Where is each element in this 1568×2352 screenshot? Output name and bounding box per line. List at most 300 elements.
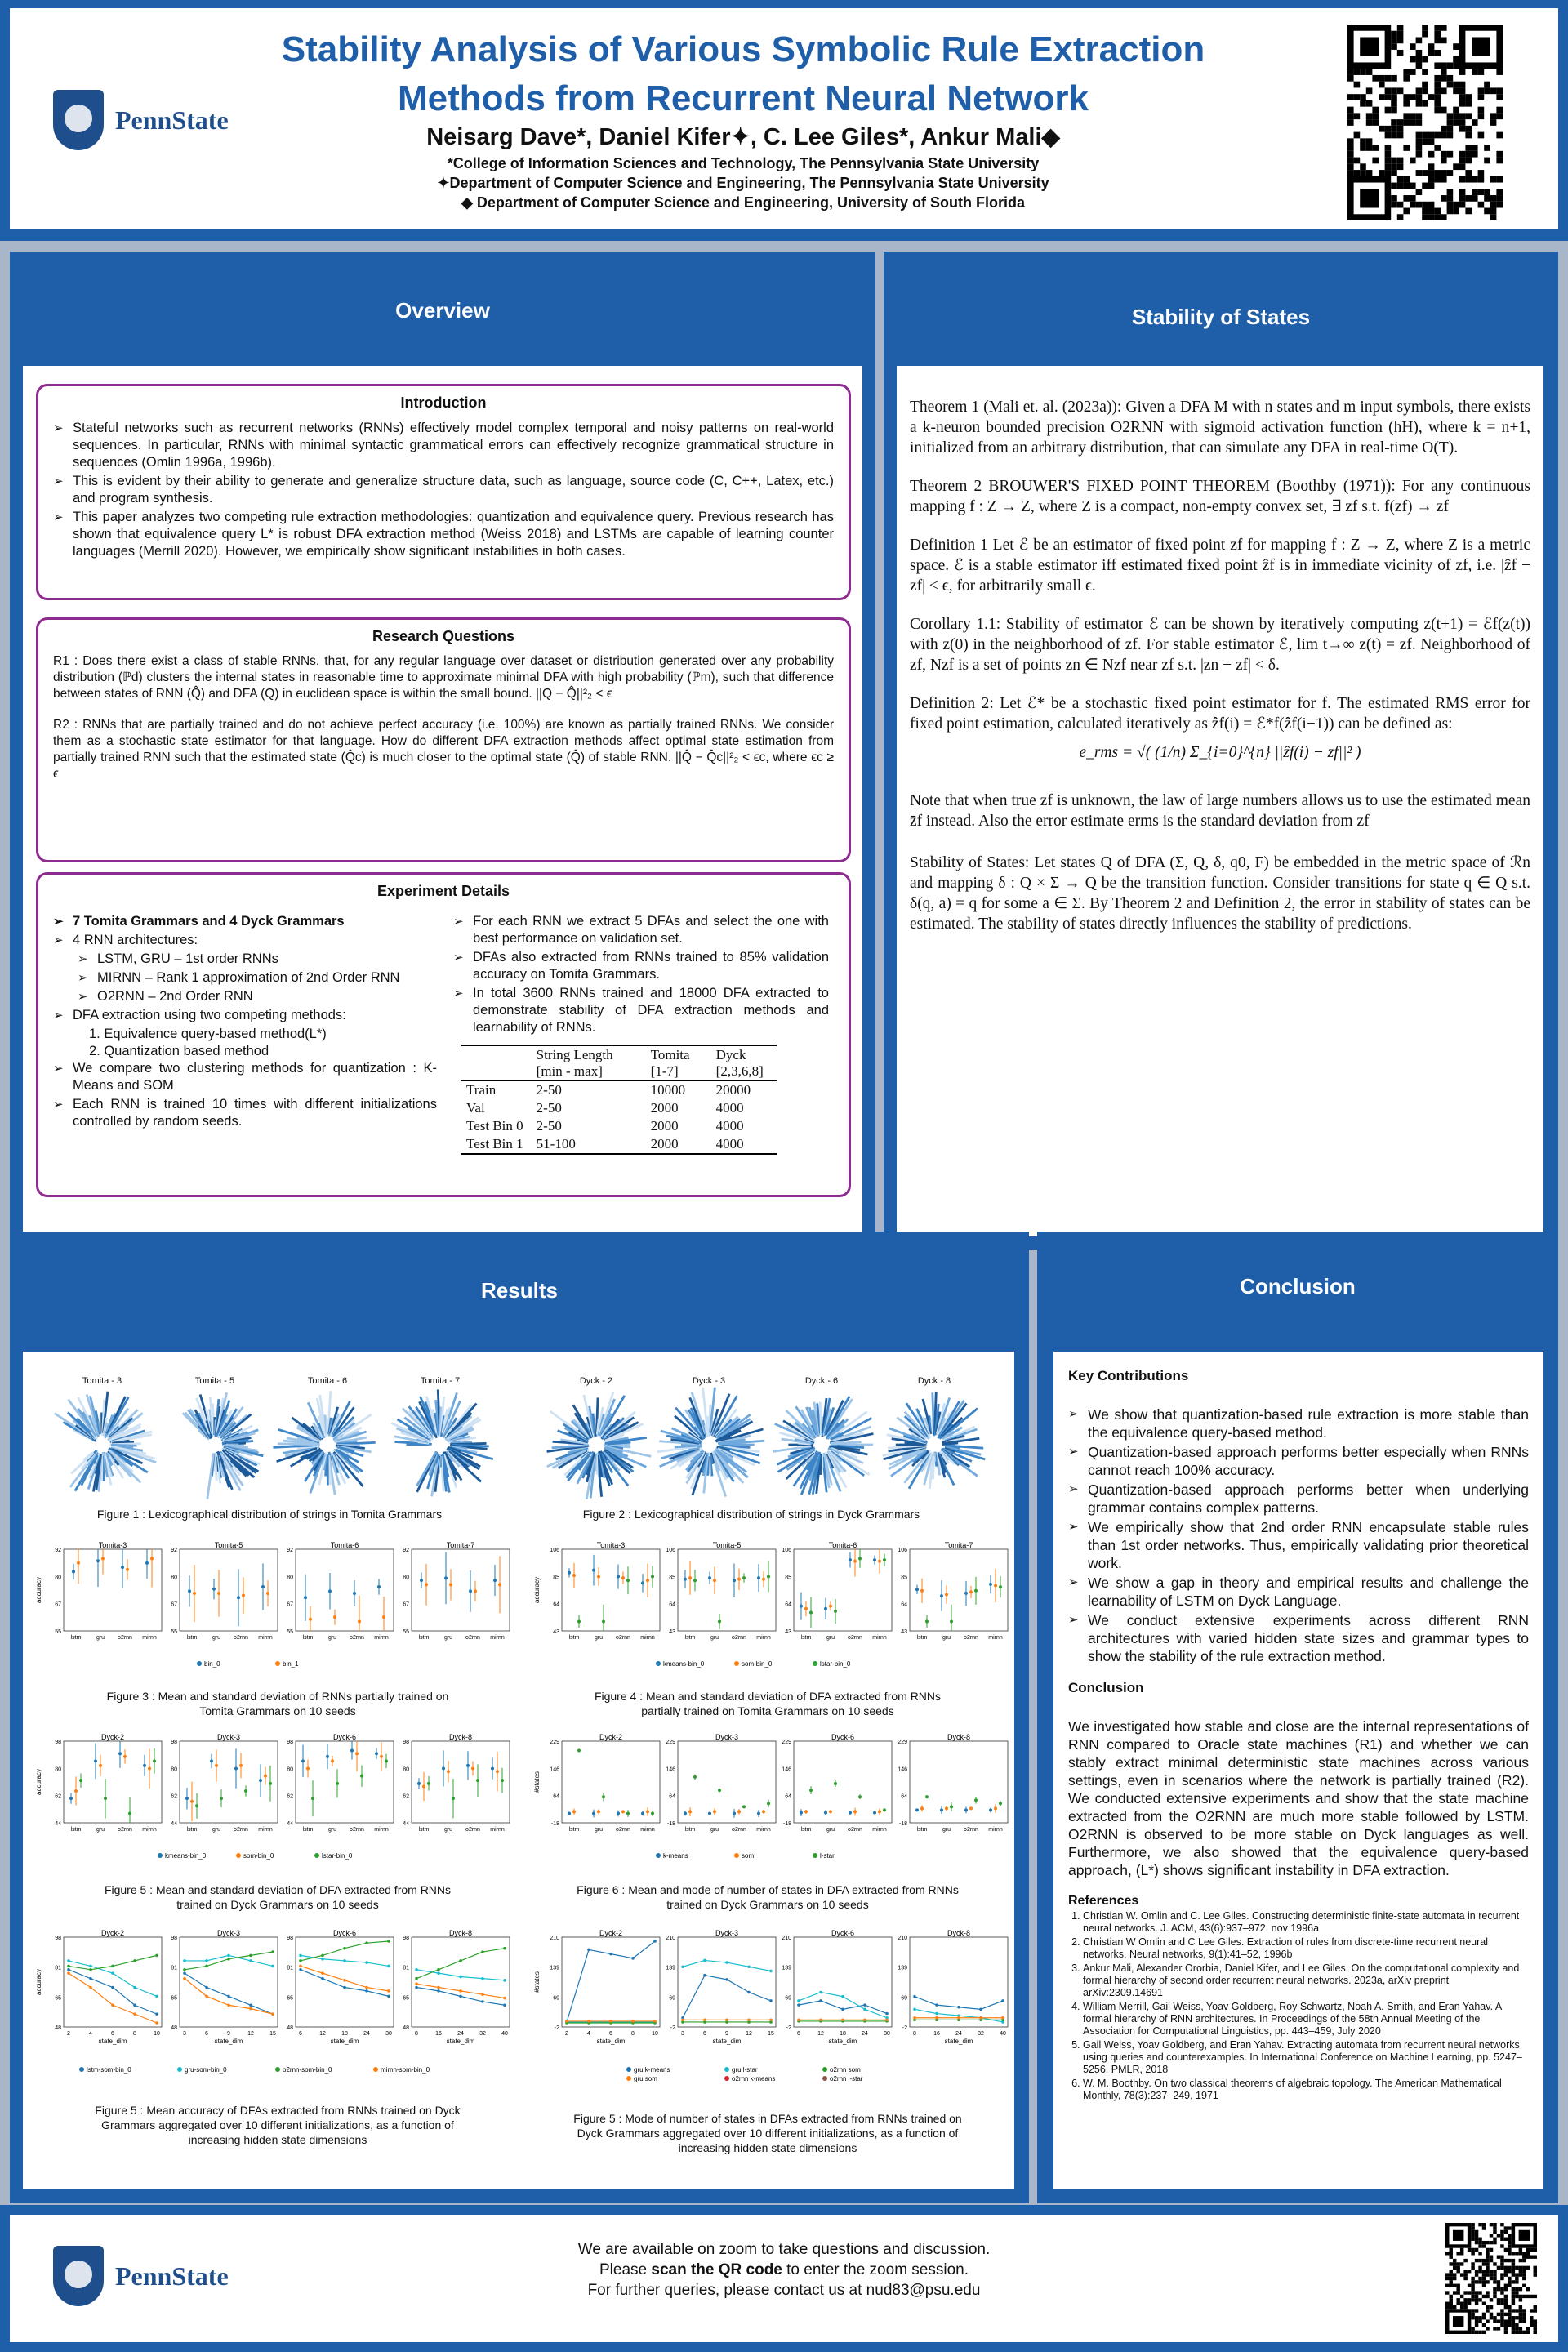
qr-module	[1493, 2238, 1496, 2241]
qr-module	[1500, 2291, 1503, 2294]
qr-module	[1471, 2230, 1474, 2234]
tick-label: lstm	[568, 1827, 580, 1833]
tick-label: 98	[403, 1936, 409, 1941]
qr-module	[1354, 82, 1361, 88]
tick-label: 81	[287, 1965, 293, 1971]
qr-module	[1416, 50, 1423, 56]
data-point	[217, 1592, 220, 1595]
qr-module	[1446, 2305, 1449, 2309]
data-point	[425, 1583, 428, 1586]
exp-item: ➢ 7 Tomita Grammars and 4 Dyck Grammars	[53, 913, 437, 930]
tick-label: mirnn	[258, 1635, 273, 1641]
qr-module	[1422, 56, 1428, 63]
figure-2-caption: Figure 2 : Lexicographical distribution of strings in Dyck Grammars	[582, 1508, 920, 1521]
tick-label: 98	[171, 1740, 177, 1745]
legend-marker	[724, 2076, 729, 2081]
qr-module	[1422, 202, 1428, 208]
qr-module	[1508, 2238, 1511, 2241]
tick-label: 24	[457, 2031, 464, 2037]
qr-module	[1534, 2248, 1537, 2252]
data-point	[188, 1589, 191, 1592]
qr-module	[1519, 2331, 1522, 2334]
tick-label: 67	[171, 1601, 177, 1608]
data-point	[878, 1810, 881, 1813]
tick-label: lstm	[418, 1827, 430, 1833]
qr-module	[1486, 2262, 1489, 2265]
tick-label: 6	[111, 2031, 114, 2037]
qr-module	[1428, 202, 1435, 208]
qr-module	[1465, 195, 1472, 202]
tick-label: 229	[550, 1740, 559, 1745]
qr-module	[1441, 126, 1447, 132]
qr-module	[1500, 2234, 1503, 2237]
tick-label: 32	[479, 2031, 486, 2037]
data-point	[466, 1764, 470, 1767]
qr-module	[1446, 2252, 1449, 2255]
qr-module	[1500, 2323, 1503, 2327]
exp-item: ➢ For each RNN we extract 5 DFAs and select the one with best performance on validation set.	[453, 913, 829, 947]
legend-marker	[314, 1853, 319, 1858]
tick-label: gru	[826, 1635, 835, 1641]
axis-label: accuracy	[35, 1576, 42, 1604]
tick-label: 139	[550, 1965, 559, 1971]
legend-marker	[813, 1661, 817, 1666]
qr-module	[1460, 2302, 1463, 2305]
qr-module	[1497, 2280, 1500, 2283]
qr-module	[1497, 2313, 1500, 2316]
qr-module	[1456, 2270, 1459, 2273]
data-point	[920, 1806, 924, 1810]
research-questions-box	[36, 617, 851, 862]
figure-7-caption: Figure 5 : Mean accuracy of DFAs extracted from RNNs trained on Dyck Grammars aggregated over 10 different initializations, as a function of increasing hidden state dimensions	[95, 2104, 461, 2146]
qr-module	[1512, 2280, 1515, 2283]
data-point	[747, 1991, 751, 1994]
qr-module	[1422, 87, 1428, 94]
qr-module	[1519, 2252, 1522, 2255]
qr-module	[1500, 2255, 1503, 2258]
qr-module	[1497, 2255, 1500, 2258]
qr-module	[1465, 158, 1472, 164]
tick-label: gru	[212, 1635, 221, 1641]
qr-module	[1410, 69, 1416, 75]
panel-frame	[562, 1741, 660, 1823]
qr-module	[1500, 2277, 1503, 2280]
panel-title: Dyck-6	[831, 1929, 855, 1937]
panel-title: Dyck-6	[332, 1733, 357, 1741]
data-point	[858, 1795, 862, 1798]
qr-module	[1348, 94, 1354, 100]
qr-module	[1493, 2295, 1496, 2298]
data-point	[915, 1808, 919, 1811]
table-cell: 2000	[650, 1100, 679, 1116]
legend-label: mirnn-som-bin_0	[381, 2066, 430, 2074]
qr-module	[1456, 2284, 1459, 2287]
series-line	[301, 1941, 389, 1961]
qr-module	[1493, 2230, 1496, 2234]
data-point	[769, 2019, 773, 2022]
data-point	[1001, 2016, 1004, 2020]
qr-module	[1519, 2298, 1522, 2301]
qr-module	[1463, 2305, 1467, 2309]
data-point	[617, 1575, 620, 1579]
qr-module	[1522, 2277, 1526, 2280]
qr-module	[1422, 170, 1428, 176]
sunburst-chart	[274, 1388, 381, 1502]
data-point	[577, 1619, 581, 1623]
data-point	[227, 2003, 230, 2007]
data-point	[621, 1810, 625, 1813]
tick-label: -2	[554, 2025, 559, 2031]
qr-module	[1447, 62, 1454, 69]
data-point	[945, 1806, 948, 1810]
data-point	[597, 1575, 600, 1579]
qr-module	[1468, 2291, 1471, 2294]
exp-item: ➢ 4 RNN architectures:	[53, 932, 437, 949]
data-point	[459, 1959, 462, 1962]
figure-7-chart	[33, 1927, 506, 2091]
qr-module	[1463, 2273, 1467, 2276]
data-point	[757, 1811, 760, 1815]
intro-item: ➢ Stateful networks such as recurrent networks (RNNs) effectively model complex temporal and noisy patterns on real-world sequences. In particular, RNNs with minimal syntactic grammatical errors can effectively recognize grammatical structure in sequences (Omlin 1996a, 1996b).	[53, 420, 834, 471]
axis-label: state_dim	[828, 2038, 858, 2045]
qr-module	[1456, 2302, 1459, 2305]
data-point	[577, 1749, 581, 1753]
qr-module	[1472, 195, 1478, 202]
tick-label: 62	[171, 1793, 177, 1800]
qr-module	[1468, 2284, 1471, 2287]
qr-module	[1468, 2248, 1471, 2252]
qr-module	[1508, 2226, 1511, 2230]
qr-module	[1422, 31, 1428, 38]
sunburst-chart	[881, 1388, 987, 1502]
legend-label: som-bin_0	[243, 1852, 274, 1860]
qr-module	[1434, 132, 1441, 139]
qr-module	[1441, 37, 1447, 43]
data-point	[950, 1619, 953, 1623]
qr-module	[1348, 75, 1354, 82]
tick-label: o2rnn	[234, 1635, 248, 1641]
qr-module	[1459, 119, 1466, 126]
qr-module	[1497, 2298, 1500, 2301]
data-point	[111, 2003, 114, 2007]
qr-module	[1416, 56, 1423, 63]
data-point	[653, 1940, 657, 1943]
data-point	[572, 1810, 576, 1813]
qr-module	[1515, 2309, 1518, 2312]
contribution-item: ➢ We show a gap in theory and empirical results and challenge the learnability of LSTM on Dyck Language.	[1068, 1574, 1529, 1610]
axis-label: state_dim	[596, 2038, 626, 2045]
qr-module	[1515, 2277, 1518, 2280]
data-point	[994, 1584, 997, 1588]
panel-title: Tomita-5	[712, 1541, 742, 1549]
data-point	[469, 1589, 472, 1592]
qr-module	[1522, 2270, 1526, 2273]
qr-module	[1490, 2277, 1493, 2280]
qr-module	[1493, 2270, 1496, 2273]
qr-module	[1504, 2238, 1508, 2241]
data-point	[415, 1982, 418, 1985]
conclusion-title: Conclusion	[1240, 1274, 1356, 1298]
sunburst-figure	[656, 1376, 762, 1490]
qr-module	[1463, 2270, 1467, 2273]
qr-module	[1465, 113, 1472, 119]
qr-module	[1449, 2298, 1452, 2301]
qr-module	[1504, 2226, 1508, 2230]
qr-module	[1482, 2270, 1486, 2273]
tick-label: 81	[55, 1965, 61, 1971]
data-point	[863, 2008, 866, 2011]
qr-module	[1497, 2302, 1500, 2305]
data-point	[227, 1954, 230, 1958]
qr-module	[1515, 2327, 1518, 2330]
qr-module	[1497, 2266, 1500, 2270]
panel-title: Dyck-3	[715, 1733, 739, 1741]
tick-label: gru	[443, 1635, 453, 1641]
axis-label: #states	[533, 1971, 541, 1993]
data-point	[964, 1592, 968, 1595]
qr-module	[1403, 94, 1410, 100]
definition-1: Definition 1 Let ℰ be an estimator of fixed point zf for mapping f : Z → Z, where Z is a metric space. ℰ is a stable estimator iff estimated fixed point ẑf is in immediate vicinity of zf, i.e. |ẑf − zf| < ϵ, for arbitrarily small ϵ.	[910, 537, 1530, 595]
tick-label: 64	[785, 1601, 791, 1608]
qr-module	[1493, 2291, 1496, 2294]
qr-module	[1465, 100, 1472, 107]
qr-module	[1530, 2319, 1533, 2323]
panel-frame	[678, 1741, 776, 1823]
qr-module	[1478, 113, 1485, 119]
data-point	[387, 1940, 390, 1943]
tick-label: lstm	[916, 1635, 928, 1641]
qr-module	[1471, 2316, 1474, 2319]
references-title: References	[1068, 1894, 1139, 1908]
tick-label: 64	[553, 1601, 559, 1608]
data-point	[762, 1810, 765, 1813]
qr-module	[1456, 2298, 1459, 2301]
qr-module	[1385, 151, 1392, 158]
data-point	[481, 1993, 484, 1996]
data-point	[155, 1995, 158, 1998]
qr-module	[1422, 132, 1428, 139]
qr-module	[1397, 31, 1404, 38]
legend-marker	[734, 1661, 739, 1666]
tick-label: o2rnn	[964, 1827, 978, 1833]
qr-module	[1482, 2284, 1486, 2287]
data-point	[336, 1782, 339, 1785]
tick-label: 4	[89, 2031, 92, 2037]
qr-module	[1360, 170, 1366, 176]
data-point	[940, 1594, 943, 1597]
data-point	[212, 1588, 216, 1591]
tick-label: 43	[785, 1629, 791, 1635]
tick-label: 55	[171, 1629, 177, 1635]
table-cell: 2-50	[536, 1118, 562, 1134]
qr-module	[1484, 208, 1490, 215]
data-point	[631, 2020, 635, 2023]
qr-module	[1428, 50, 1435, 56]
qr-module	[1508, 2323, 1511, 2327]
data-point	[143, 1764, 146, 1767]
qr-module	[1453, 107, 1459, 114]
tick-label: 80	[403, 1766, 409, 1773]
qr-module	[1496, 189, 1503, 195]
qr-module	[1490, 208, 1497, 215]
chart-svg	[33, 1927, 506, 2091]
data-point	[299, 1959, 302, 1962]
qr-module	[1459, 158, 1466, 164]
qr-module	[1519, 2316, 1522, 2319]
qr-module	[1471, 2262, 1474, 2265]
qr-code-footer[interactable]	[1446, 2223, 1537, 2334]
data-point	[733, 1579, 736, 1582]
data-point	[940, 1808, 943, 1811]
tick-label: -18	[666, 1821, 675, 1827]
data-point	[834, 1782, 837, 1785]
qr-module	[1493, 2327, 1496, 2330]
tick-label: gru	[942, 1635, 951, 1641]
qr-module	[1504, 2284, 1508, 2287]
panel-frame	[562, 1937, 660, 2027]
data-point	[365, 1941, 368, 1944]
qr-module	[1354, 69, 1361, 75]
data-point	[935, 2016, 938, 2020]
qr-module	[1508, 2241, 1511, 2244]
legend-marker	[626, 2067, 631, 2072]
qr-module	[1512, 2295, 1515, 2298]
qr-module	[1486, 2319, 1489, 2323]
qr-module	[1422, 82, 1428, 88]
qr-module	[1500, 2273, 1503, 2276]
panel-frame	[412, 1741, 510, 1823]
qr-module	[1465, 94, 1472, 100]
qr-module	[1459, 126, 1466, 132]
data-point	[415, 1968, 418, 1971]
qr-module	[1493, 2316, 1496, 2319]
qr-module	[1478, 2223, 1481, 2226]
legend-marker	[822, 2067, 827, 2072]
qr-module	[1397, 50, 1404, 56]
qr-module	[1416, 37, 1423, 43]
data-point	[804, 1607, 808, 1610]
qr-module	[1428, 43, 1435, 50]
data-point	[913, 1995, 916, 1998]
qr-module	[1348, 119, 1354, 126]
qr-module	[1360, 100, 1366, 107]
qr-module	[1354, 170, 1361, 176]
qr-module	[1512, 2270, 1515, 2273]
figure-3-caption: Figure 3 : Mean and standard deviation of RNNs partially trained on Tomita Grammars on 10 seeds	[106, 1690, 449, 1717]
legend-marker	[813, 1853, 817, 1858]
data-point	[651, 1575, 654, 1579]
data-point	[111, 1986, 114, 1989]
rms-formula: e_rms = √( (1/n) Σ_{i=0}^{n} ||ẑf(i) − zf||² )	[1079, 744, 1361, 761]
qr-module	[1434, 75, 1441, 82]
data-point	[67, 1965, 70, 1968]
pennstate-logo	[53, 90, 229, 150]
qr-module	[1434, 100, 1441, 107]
panel-frame	[794, 1741, 892, 1823]
qr-module	[1379, 94, 1385, 100]
dataset-table	[461, 1045, 777, 1155]
data-point	[829, 1605, 832, 1608]
data-point	[994, 1806, 997, 1810]
tick-label: mirnn	[258, 1827, 273, 1833]
exp-item: ➢ DFAs also extracted from RNNs trained to 85% validation accuracy on Tomita Grammars.	[453, 949, 829, 983]
data-point	[824, 1607, 827, 1610]
data-point	[703, 1959, 706, 1962]
qr-module	[1453, 2259, 1456, 2262]
data-point	[471, 1767, 474, 1771]
table-cell: 2000	[650, 1118, 679, 1134]
qr-module	[1447, 202, 1454, 208]
series-line	[799, 2001, 887, 2014]
qr-module	[1465, 176, 1472, 183]
qr-module	[1453, 202, 1459, 208]
data-point	[128, 1811, 131, 1815]
data-point	[67, 1959, 70, 1962]
qr-module	[1441, 151, 1447, 158]
tick-label: o2rnn	[350, 1827, 364, 1833]
tick-label: 229	[782, 1740, 791, 1745]
tick-label: 8	[631, 2031, 635, 2037]
figure-3-chart	[33, 1539, 506, 1678]
data-point	[299, 1954, 302, 1958]
data-point	[703, 2019, 706, 2022]
qr-module	[1434, 208, 1441, 215]
data-point	[259, 1779, 262, 1782]
axis-label: state_dim	[98, 2038, 127, 2045]
data-point	[809, 1610, 813, 1614]
data-point	[841, 2019, 844, 2022]
qr-module	[1482, 2273, 1486, 2276]
qr-module	[1497, 2319, 1500, 2323]
research-question-r1: R1 : Does there exist a class of stable RNNs, that, for any regular language over dataset or distribution generated over any probability distribution (ℙd) clusters the internal states in reasonable time to approximate minimal DFA with high probability (ℙm), such that difference between states of RNN (Q̂) and DFA (Q) in euclidean space is within the small bound. ||Q − Q̂||²₂ < ϵ	[53, 654, 834, 701]
qr-module	[1471, 2295, 1474, 2298]
tick-label: mirnn	[142, 1827, 157, 1833]
qr-module	[1397, 163, 1404, 170]
qr-module	[1504, 2273, 1508, 2276]
data-point	[377, 1585, 381, 1588]
qr-module	[1522, 2273, 1526, 2276]
exp-subitem: 1. Equivalence query-based method(L*)	[89, 1027, 327, 1041]
contribution-item: ➢ Quantization-based approach performs better when underlying grammar contains complex patterns.	[1068, 1481, 1529, 1517]
qr-module	[1496, 151, 1503, 158]
qr-module	[1434, 50, 1441, 56]
qr-code-header[interactable]	[1348, 24, 1503, 220]
data-point	[688, 1810, 692, 1813]
tick-label: 106	[666, 1548, 675, 1553]
stability-title: Stability of States	[1131, 305, 1311, 329]
qr-module	[1449, 2284, 1452, 2287]
footer-line2	[457, 2260, 1111, 2280]
data-point	[111, 1971, 114, 1975]
qr-module	[1360, 94, 1366, 100]
data-point	[747, 1965, 751, 1968]
qr-module	[1475, 2298, 1478, 2301]
qr-module	[1526, 2327, 1530, 2330]
tick-label: 24	[862, 2031, 868, 2037]
panel-frame	[412, 1937, 510, 2027]
sunburst-figure	[768, 1376, 875, 1490]
qr-module	[1512, 2327, 1515, 2330]
qr-module	[1428, 214, 1435, 220]
tick-label: 9	[227, 2031, 230, 2037]
data-point	[79, 1779, 82, 1782]
qr-module	[1475, 2259, 1478, 2262]
qr-module	[1500, 2319, 1503, 2323]
qr-module	[1482, 2259, 1486, 2262]
table-header: Dyck [2,3,6,8]	[715, 1047, 764, 1079]
data-point	[602, 1619, 605, 1623]
data-point	[104, 1797, 107, 1800]
